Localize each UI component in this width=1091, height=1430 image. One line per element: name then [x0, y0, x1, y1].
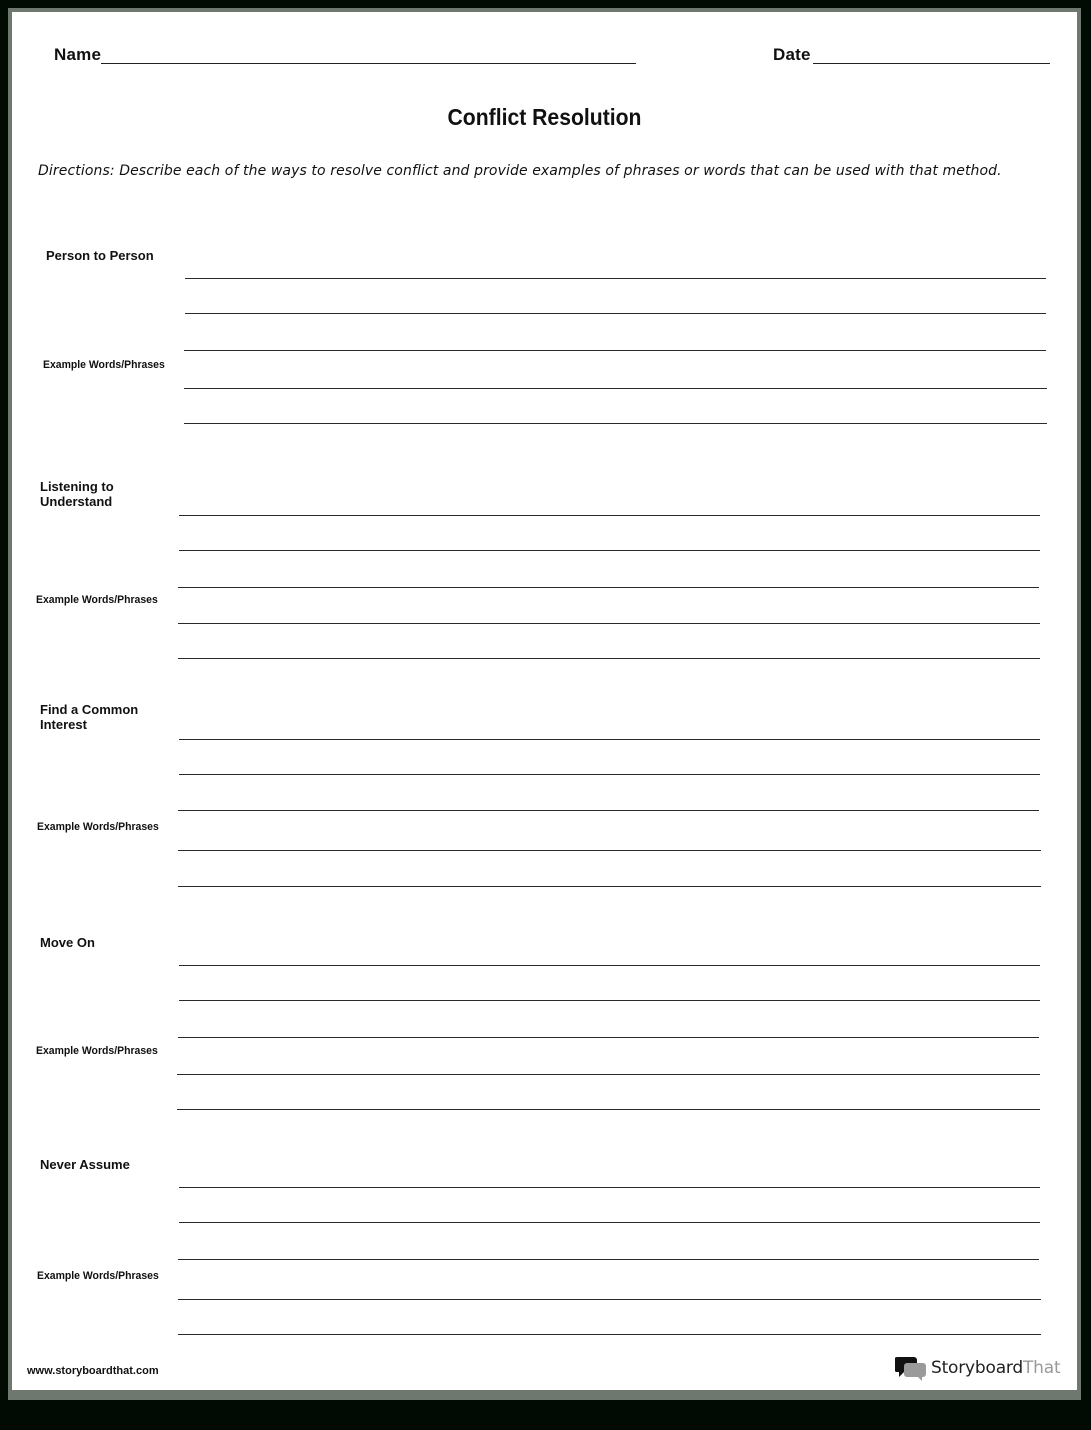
example-label: Example Words/Phrases: [37, 821, 159, 833]
answer-line[interactable]: [179, 1000, 1040, 1001]
answer-line[interactable]: [179, 739, 1040, 740]
date-field[interactable]: [813, 63, 1050, 64]
answer-line[interactable]: [178, 1037, 1039, 1038]
answer-line[interactable]: [178, 850, 1041, 851]
answer-line[interactable]: [179, 515, 1040, 516]
section-title: [46, 248, 154, 263]
answer-line[interactable]: [178, 810, 1039, 811]
section-title-line1: Find a Common: [40, 702, 139, 717]
answer-line[interactable]: [184, 350, 1046, 351]
section-title-line1: Person to Person: [46, 248, 154, 263]
answer-line[interactable]: [179, 550, 1040, 551]
answer-line[interactable]: [184, 388, 1047, 389]
section-title-line1: Never Assume: [40, 1157, 130, 1172]
section-title-line2: Interest: [40, 717, 87, 732]
answer-line[interactable]: [185, 278, 1046, 279]
example-label: Example Words/Phrases: [36, 1045, 158, 1057]
answer-line[interactable]: [178, 1334, 1041, 1335]
example-label: Example Words/Phrases: [43, 359, 165, 371]
storyboardthat-logo[interactable]: [895, 1354, 1060, 1382]
logo-text-part1: Storyboard: [931, 1358, 1023, 1378]
answer-line[interactable]: [178, 886, 1041, 887]
answer-line[interactable]: [178, 658, 1040, 659]
page-title: Conflict Resolution: [447, 104, 642, 130]
worksheet-page: [12, 12, 1077, 1390]
section-title: [40, 1157, 130, 1172]
footer-url[interactable]: www.storyboardthat.com: [27, 1365, 159, 1377]
answer-line[interactable]: [184, 423, 1047, 424]
section-title-line2: Understand: [40, 494, 113, 509]
answer-line[interactable]: [178, 1299, 1041, 1300]
answer-line[interactable]: [185, 313, 1046, 314]
example-label: Example Words/Phrases: [36, 594, 158, 606]
answer-line[interactable]: [177, 1109, 1040, 1110]
answer-line[interactable]: [179, 1187, 1040, 1188]
name-field[interactable]: [101, 63, 636, 64]
section-title: [40, 479, 114, 509]
section-title: [40, 702, 138, 732]
section-title-line1: Move On: [40, 935, 95, 950]
logo-text-part2: That: [1023, 1358, 1061, 1378]
answer-line[interactable]: [179, 965, 1040, 966]
answer-line[interactable]: [179, 1222, 1040, 1223]
answer-line[interactable]: [179, 774, 1040, 775]
answer-line[interactable]: [177, 1074, 1040, 1075]
directions-text: Directions: Describe each of the ways to resolve conflict and provide examples of phrases or words that can be used with that method.: [38, 163, 1002, 179]
section-title-line1: Listening to: [40, 479, 114, 494]
logo-text: [931, 1358, 1060, 1378]
answer-line[interactable]: [178, 623, 1040, 624]
date-label: Date: [773, 45, 811, 64]
speech-bubbles-icon: [895, 1355, 927, 1381]
section-title: [40, 935, 95, 950]
answer-line[interactable]: [178, 587, 1039, 588]
example-label: Example Words/Phrases: [37, 1270, 159, 1282]
answer-line[interactable]: [178, 1259, 1039, 1260]
name-label: Name: [54, 45, 102, 64]
